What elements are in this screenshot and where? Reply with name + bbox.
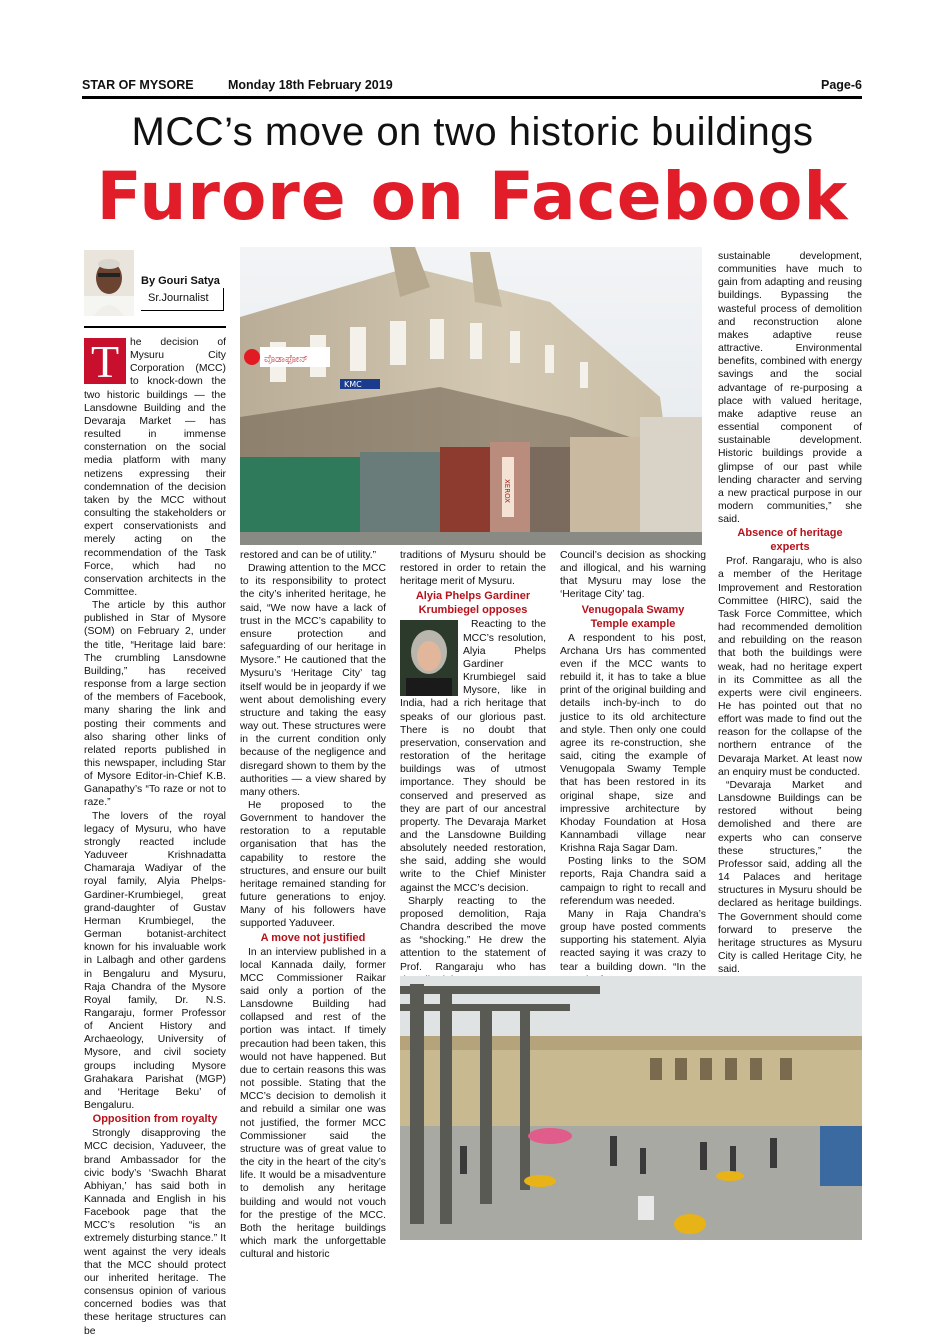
col3-paragraph: Sharply reacting to the proposed demolition, Raja Chandra described the move as “shocking.” He drew the attention to the statement of Prof. Rangaraju who has (400, 895, 546, 973)
col4-paragraph: A respondent to his post, Archana Urs has commented even if the MCC wants to rebuild it, it has to take a blue print of the original building and details inch-by-inch to do justice to its old architecture and style. Then only one could agree its re-construction, she said, citing the example of Venugopala Swamy Temple that has been restored in its original shape, size and impressive architecture by Khoday Foundation at Hosa Kannambadi village near Krishna Raja Sagar Dam. (560, 632, 706, 855)
col1-paragraph: The article by this author published in Star of Mysore (SOM) on February 2, under the title, “Heritage laid bare: The crumbling Lansdowne Building,” has received response from a large section of the members of Facebook, many sharing the link and posting their comments and also sharing other links of related reports published in this newspaper, including Star of Mysore Editor-in-Chief K.B. Ganapathy’s “To raze or not to raze.” (84, 600, 226, 809)
paper-name: STAR OF MYSORE (82, 78, 194, 92)
lansdowne-building-photo (240, 247, 702, 545)
issue-date: Monday 18th February 2019 (228, 78, 393, 92)
col2-paragraph: In an interview published in a local Kannada daily, former MCC Commissioner Raikar said only a portion of the Lansdowne Building had collapsed and rest of the portion was intact. If timely precaution had been taken, this would not have happened. But due to certain reasons this was not possible. Stating that the MCC’s decision to demolish it and rebuild a similar one was not justified, the former MCC Commissioner said the structure was of great value to the city in the heart of the city’s life. It would be a misadventure to demolish any heritage building and would not vouch for the prestige of the MCC. Both the heritage buildings which mark the unforgettable cultural and historic (240, 946, 386, 1261)
subhead-absence-line2: experts (770, 541, 810, 554)
col1-paragraph: The lovers of the royal legacy of Mysuru, who have strongly reacted include Yaduveer Krishnadatta Chamaraja Wadiyar of the royal family, Alyia Phelps-Gardiner-Krumbiegel, great grand-daughter of Gustav Herman Krumbiegel, the German botanist-architect known for his invaluable work in Lalbagh and other gardens in Bengaluru and Mysuru, Raja Chandra of the Mysore Royal family, Dr. N.S. Rangaraju, former Professor of Ancient History and Archaeology, University of Mysore, and civil society groups including Mysore Grahakara Parishat (MGP) and ‘Heritage Beku’ of Bengaluru. (84, 810, 226, 1112)
shop-sign-2: KMC (344, 380, 362, 389)
col5-paragraph: sustainable development, communities have much to gain from adapting and reusing buildings. Bypassing the wasteful process of demolition and reconstruction alone makes adaptive reuse attractive. Environmental benefits, combined with energy savings and the social advantage of re-purposing a place with valued heritage, make adaptive reuse an essential component of sustainable development. Historic buildings provide a glimpse of our past while lending character and serving a new practical purpose in our modern communities,” she said. (718, 251, 862, 526)
col3-paragraph: traditions of Mysuru should be restored in order to retain the heritage merit of Mysuru. (400, 550, 546, 588)
col2-paragraph: restored and can be of utility.” (240, 550, 377, 561)
subhead-venugopala-line2: Temple example (590, 617, 676, 630)
subhead-venugopala-line1: Venugopala Swamy (581, 603, 685, 616)
subhead-alyia-line2: Krumbiegel opposes (418, 604, 528, 617)
col5-paragraph: “Devaraja Market and Lansdowne Buildings can be restored without being demolished and there are experts who can conserve these structures,” the Professor said, adding all the 14 Palaces and heritage structures in Mysuru should be declared as heritage buildings. The Government should come forward to preserve the heritage structures as Mysuru City is called Heritage City, he said. (718, 779, 862, 976)
headline: Furore on Facebook (96, 158, 849, 235)
column-2 (240, 549, 386, 1261)
drop-cap: T (84, 338, 126, 384)
column-4 (560, 549, 706, 987)
col2-paragraph: Drawing attention to the MCC to its responsibility to protect the city’s inherited heritage, he said, “We now have a lack of trust in the MCC’s capability to ensure protection and safeguarding of our heritage in Mysore.” He cautioned that the Mysuru’s ‘Heritage City’ tag itself would be in jeopardy if we went about demolishing every structure and taking the easy way out. These structures were in the current condition only because of the negligence and disregard shown to them by the authorities — a view shared by many others. (240, 563, 386, 798)
page-number: Page-6 (821, 78, 862, 92)
col1-paragraph: he decision of Mysuru City Corporation (MCC) to knock-down the two historic buildings — the Lansdowne Building and the Devaraja Market — has resulted in immense consternation on the social media platform with many netizens expressing their condemnation of the decision taken by the MCC without consulting the stakeholders or expert conservationists and merely acting on the recommendation of the Task Force, which had no conservation architects in the Committee. (84, 337, 226, 598)
kicker: MCC’s move on two historic buildings (131, 110, 814, 154)
header-rule (82, 96, 862, 99)
byline-rule (84, 326, 226, 328)
byline-author: By Gouri Satya (141, 275, 220, 287)
shop-sign-1: ವೊಡಾಫೋನ್ (264, 354, 308, 365)
subhead-opposition: Opposition from royalty (92, 1113, 218, 1126)
subhead-not-justified: A move not justified (260, 931, 366, 944)
col4-paragraph: Council’s decision as shocking and illogical, and his warning that Mysuru may lose the ‘Heritage City’ tag. (560, 550, 706, 601)
alyia-portrait (400, 620, 458, 696)
column-1 (84, 336, 226, 1338)
col3-paragraph: Reacting to the MCC’s resolution, Alyia Phelps Gardiner Krumbiegel said Mysore, like in India, had a rich heritage that speaks of our glorious past. There is no doubt that preservation, conservation and restoration of the heritage buildings was of utmost importance. They should be conserved and preserved as they are part of our ancestral property. The Devaraja Market and the Lansdowne Building absolutely needed restoration, she said, adding she would write to the Chief Minister against the MCC’s decision. (400, 619, 546, 894)
subhead-absence-line1: Absence of heritage (737, 527, 843, 540)
col2-paragraph: He proposed to the Government to handover the restoration to a reputable organisation that has the capability to restore the structures, and ensure our built heritage remained standing for future generations to enjoy. Many of his followers have supported Yaduveer. (240, 799, 386, 930)
col5-paragraph: Prof. Rangaraju, who is also a member of the Heritage Improvement and Restoration Committee (HIRC), said the Task Force Committee, which had recommended demolition and rebuilding on the reason that both the buildings were weak, had no heritage expert in its Committee as all the experts were civil engineers. He has pointed out that no effort was made to find out the reason for the collapse of the northern entrance of the Devaraja Market. At least now an enquiry must be conducted. (718, 556, 862, 778)
subhead-alyia-line1: Alyia Phelps Gardiner (415, 590, 531, 603)
author-photo (84, 250, 134, 316)
col1-paragraph: Strongly disapproving the MCC decision, Yaduveer, the brand Ambassador for the civic body’s ‘Swachh Bharat Abhiyan,’ has said both in Kannada and English in his Facebook page that the MCC’s resolution “is an extremely disturbing stance.” It went against the very ideals that the MCC should protect our inherited heritage. The consensus opinion of various concerned bodies was that these heritage structures can be (84, 1128, 226, 1337)
col4-paragraph: Many in Raja Chandra’s group have posted comments supporting his statement. Alyia reacted saying it was crazy to tear a building down. “In the (560, 908, 706, 973)
byline-role: Sr.Journalist (148, 292, 209, 304)
devaraja-market-photo (400, 976, 862, 1240)
column-3 (400, 549, 546, 987)
col4-paragraph: Posting links to the SOM reports, Raja Chandra said a campaign to right to recall and referendum was needed. (560, 856, 706, 907)
column-5 (718, 250, 862, 989)
shop-sign-3: XEROX (503, 479, 511, 503)
byline-frame (141, 288, 224, 311)
